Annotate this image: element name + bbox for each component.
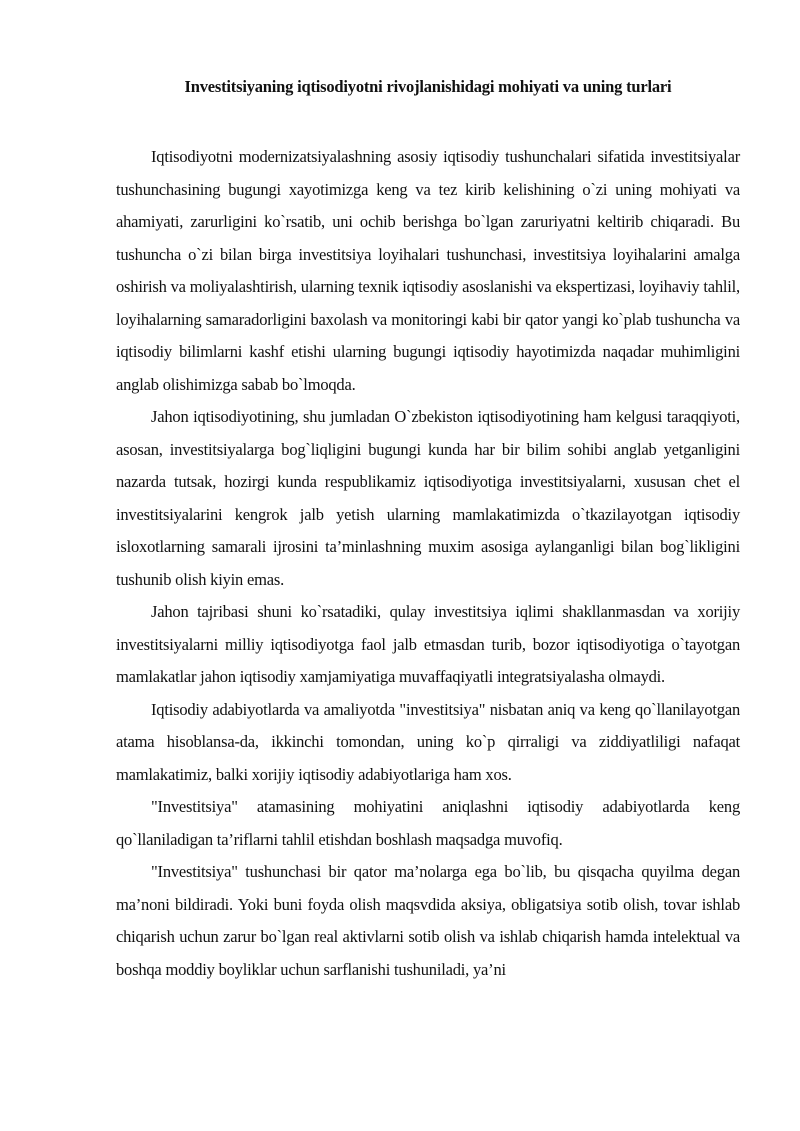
paragraph-5: "Investitsiya" atamasining mohiyatini aniqlashni iqtisodiy adabiyotlarda keng qo`llaniladigan ta’riflarni tahlil etishdan boshlash maqsadga muvofiq. [116,797,740,849]
paragraph-4: Iqtisodiy adabiyotlarda va amaliyotda "investitsiya" nisbatan aniq va keng qo`llanilayotgan atama hisoblansa-da, ikkinchi tomondan, uning ko`p qirraligi va ziddiyatliligi nafaqat mamlakatimiz, balki xorijiy iqtisodiy adabiyotlariga ham xos. [116,699,740,784]
paragraph-2: Jahon iqtisodiyotining, shu jumladan O`zbekiston iqtisodiyotining ham kelgusi taraqqiyoti, asosan, investitsiyalarga bog`liqligini bugungi kunda har bir bilim sohibi anglab yetganligini nazarda tutsak, hozirgi kunda respublikamiz iqtisodiyotiga investitsiyalarni, xususan chet el investitsiyalarini kengrok jalb yetish ularning mamlakatimizda o`tkazilayotgan iqtisodiy isloxotlarning samarali ijrosini ta’minlashning muxim asosiga aylanganligi bilan bog`likligini tushunib olish kiyin emas. [116,407,740,589]
paragraph-1: Iqtisodiyotni modernizatsiyalashning asosiy iqtisodiy tushunchalari sifatida investitsiyalar tushunchasining bugungi xayotimizga keng va tez kirib kelishining o`zi uning mohiyati va ahamiyati, zarurligini ko`rsatib, uni ochib berishga bo`lgan zaruriyatni keltirib chiqaradi. Bu tushuncha o`zi bilan birga investitsiya loyihalari tushunchasi, investitsiya loyihalarini amalga oshirish va moliyalashtirish, ularning texnik iqtisodiy asoslanishi va ekspertizasi, loyihaviy tahlil, loyihalarning samaradorligini baxolash va monitoringi kabi bir qator yangi ko`plab tushuncha va iqtisodiy bilimlarni kashf etishi ularning bugungi iqtisodiy hayotimizda naqadar muhimligini anglab olishimizga sabab bo`lmoqda. [116,147,740,394]
document-title: Investitsiyaning iqtisodiyotni rivojlanishidagi mohiyati va uning turlari [184,77,672,96]
paragraph-3: Jahon tajribasi shuni ko`rsatadiki, qulay investitsiya iqlimi shakllanmasdan va xorijiy investitsiyalarni milliy iqtisodiyotga faol jalb etmasdan turib, bozor iqtisodiyotiga o`tayotgan mamlakatlar jahon iqtisodiy xamjamiyatiga muvaffaqiyatli integratsiyalasha olmaydi. [116,602,740,686]
document-body [116,141,740,986]
paragraph-6: "Investitsiya" tushunchasi bir qator ma’nolarga ega bo`lib, bu qisqacha quyilma degan ma’noni bildiradi. Yoki buni foyda olish maqsvdida aksiya, obligatsiya sotib olish, tovar ishlab chiqarish uchun zarur bo`lgan real aktivlarni sotib olish va ishlab chiqarish hamda intelektual va boshqa moddiy boyliklar uchun sarflanishi tushuniladi, ya’ni [116,862,740,979]
